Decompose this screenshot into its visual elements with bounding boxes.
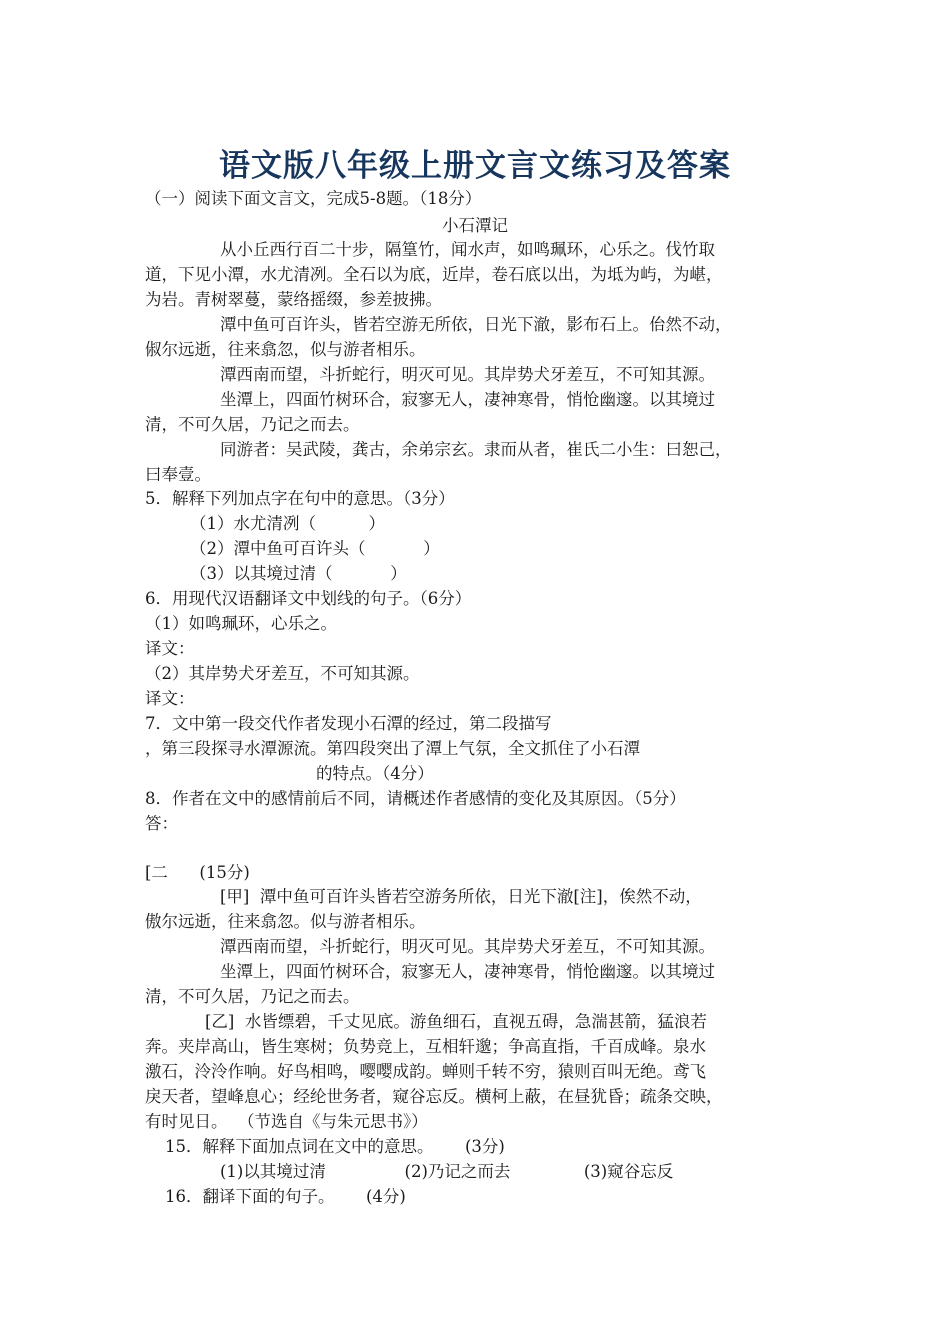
question-6-item: （1）如鸣珮环，心乐之。	[145, 614, 337, 633]
passage-line: 同游者：吴武陵，龚古，余弟宗玄。隶而从者，崔氏二小生：曰恕己，	[220, 440, 732, 459]
passage-yi-line: [乙] 水皆缥碧，千丈见底。游鱼细石，直视五碍，急湍甚箭，猛浪若	[205, 1012, 707, 1031]
translation-label: 译文：	[145, 639, 195, 658]
passage-jia-line: 坐潭上，四面竹树环合，寂寥无人，凄神寒骨，悄怆幽邃。以其境过	[220, 962, 715, 981]
section-2-heading: [二 (15分)	[145, 863, 250, 882]
passage-yi-line: 激石，泠泠作响。好鸟相鸣，嘤嘤成韵。蝉则千转不穷，猿则百叫无绝。鸢飞	[145, 1062, 706, 1081]
passage-line: 从小丘西行百二十步，隔篁竹，闻水声，如鸣珮环，心乐之。伐竹取	[220, 240, 715, 259]
question-7-line: ，第三段探寻水潭源流。第四段突出了潭上气氛，全文抓住了小石潭	[145, 739, 640, 758]
question-6: 6．用现代汉语翻译文中划线的句子。（6分）	[145, 589, 472, 608]
question-5-item: （3）以其境过清（ ）	[190, 564, 407, 583]
question-7: 7．文中第一段交代作者发现小石潭的经过，第二段描写	[145, 714, 552, 733]
passage-line: 坐潭上，四面竹树环合，寂寥无人，凄神寒骨，悄怆幽邃。以其境过	[220, 390, 715, 409]
passage-jia-line: 清，不可久居，乃记之而去。	[145, 987, 360, 1006]
question-7-line: 的特点。（4分）	[316, 764, 434, 783]
question-8: 8．作者在文中的感情前后不同，请概述作者感情的变化及其原因。（5分）	[145, 789, 686, 808]
passage-yi-line: 奔。夹岸高山，皆生寒树；负势竞上，互相轩邈；争高直指，千百成峰。泉水	[145, 1037, 706, 1056]
passage-title: 小石潭记	[442, 216, 508, 235]
passage-yi-line: 戾天者，望峰息心；经纶世务者，窥谷忘反。横柯上蔽，在昼犹昏；疏条交映，	[145, 1087, 723, 1106]
question-15-items: (1)以其境过清 (2)乃记之而去 (3)窥谷忘反	[220, 1162, 674, 1181]
passage-line: 清，不可久居，乃记之而去。	[145, 415, 360, 434]
passage-line: 俶尔远逝，往来翕忽，似与游者相乐。	[145, 340, 426, 359]
passage-line: 潭中鱼可百许头，皆若空游无所依，日光下澈，影布石上。佁然不动，	[220, 315, 732, 334]
passage-jia-line: [甲] 潭中鱼可百许头皆若空游务所依，日光下澈[注]，俟然不动，	[220, 887, 702, 906]
passage-line: 曰奉壹。	[145, 465, 211, 484]
question-5-item: （1）水尤清冽（ ）	[190, 514, 385, 533]
question-16: 16．翻译下面的句子。 (4分)	[165, 1187, 406, 1206]
passage-jia-line: 潭西南而望，斗折蛇行，明灭可见。其岸势犬牙差互，不可知其源。	[220, 937, 715, 956]
page-title: 语文版八年级上册文言文练习及答案	[219, 148, 731, 184]
question-5: 5．解释下列加点字在句中的意思。（3分）	[145, 489, 455, 508]
passage-line: 潭西南而望，斗折蛇行，明灭可见。其岸势犬牙差互，不可知其源。	[220, 365, 715, 384]
translation-label: 译文：	[145, 689, 195, 708]
question-6-item: （2）其岸势犬牙差互，不可知其源。	[145, 664, 420, 683]
passage-jia-line: 傲尔远逝，往来翕忽。似与游者相乐。	[145, 912, 426, 931]
section-1-heading: （一）阅读下面文言文，完成5-8题。（18分）	[145, 189, 482, 208]
question-15: 15．解释下面加点词在文中的意思。 (3分)	[165, 1137, 505, 1156]
answer-label: 答：	[145, 814, 178, 833]
question-5-item: （2）潭中鱼可百许头（ ）	[190, 539, 440, 558]
passage-line: 为岩。青树翠蔓，蒙络摇缀，参差披拂。	[145, 290, 442, 309]
passage-line: 道，下见小潭，水尤清冽。全石以为底，近岸，卷石底以出，为坻为屿，为嵁，	[145, 265, 723, 284]
passage-yi-line: 有时见日。 （节选自《与朱元思书》）	[145, 1112, 428, 1131]
